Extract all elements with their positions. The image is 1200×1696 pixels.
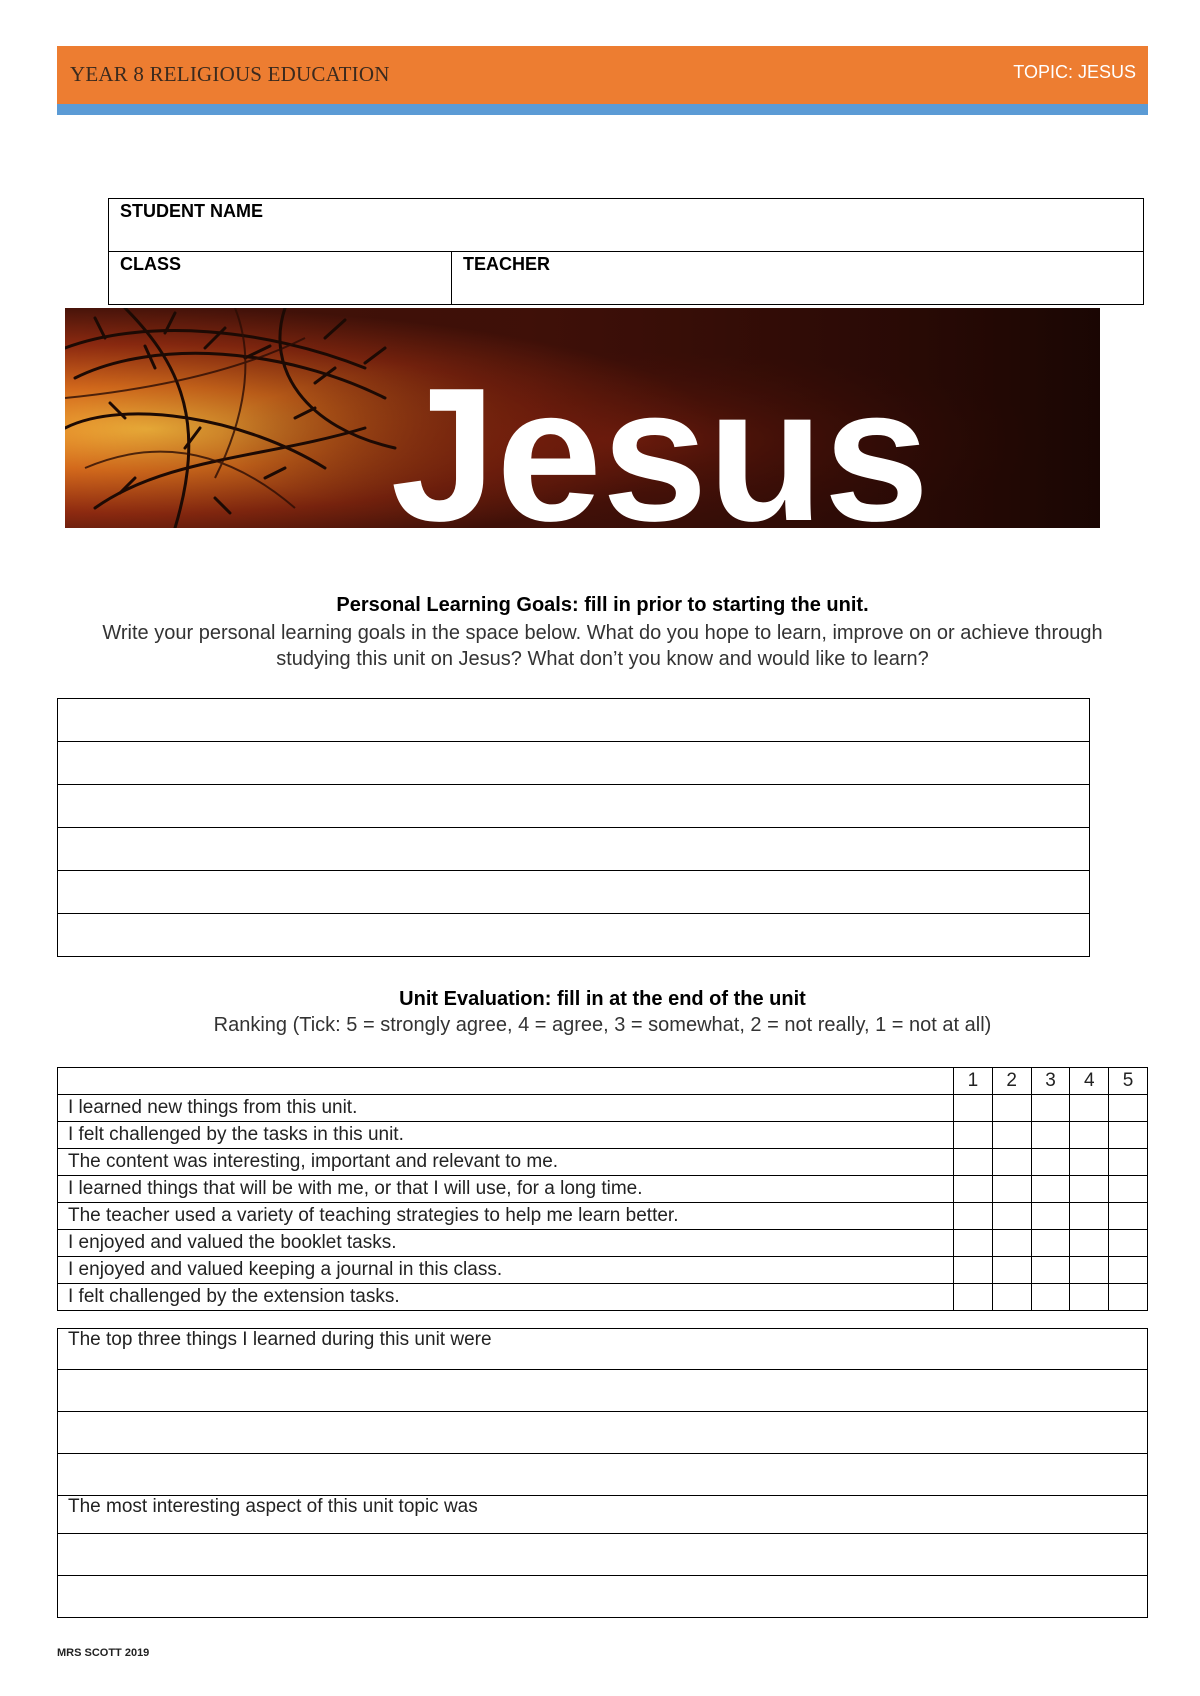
- evaluation-title: Unit Evaluation: fill in at the end of the unit: [399, 988, 806, 1010]
- tick-box[interactable]: [954, 1284, 993, 1311]
- goal-line[interactable]: [58, 914, 1090, 957]
- goal-line[interactable]: [58, 828, 1090, 871]
- statement: I felt challenged by the tasks in this unit.: [58, 1122, 954, 1149]
- scale-2: 2: [992, 1068, 1031, 1095]
- answer-line[interactable]: [58, 1576, 1148, 1618]
- statement: I learned things that will be with me, or that I will use, for a long time.: [58, 1176, 954, 1203]
- goal-line[interactable]: [58, 871, 1090, 914]
- teacher-label: TEACHER: [463, 254, 551, 274]
- tick-box[interactable]: [1109, 1095, 1148, 1122]
- tick-box[interactable]: [992, 1284, 1031, 1311]
- goals-writing-lines: [57, 698, 1090, 957]
- table-row: [58, 1230, 1148, 1257]
- tick-box[interactable]: [1070, 1230, 1109, 1257]
- statement: The teacher used a variety of teaching strategies to help me learn better.: [58, 1203, 954, 1230]
- crown-of-thorns-image: [65, 308, 1100, 528]
- scale-1: 1: [954, 1068, 993, 1095]
- tick-box[interactable]: [1031, 1230, 1070, 1257]
- tick-box[interactable]: [992, 1122, 1031, 1149]
- answer-line[interactable]: [58, 1370, 1148, 1412]
- goal-line[interactable]: [58, 742, 1090, 785]
- tick-box[interactable]: [992, 1203, 1031, 1230]
- tick-box[interactable]: [954, 1122, 993, 1149]
- scale-header-row: [58, 1068, 1148, 1095]
- top-three-prompt: The top three things I learned during this unit were: [58, 1329, 1148, 1370]
- student-name-label: STUDENT NAME: [120, 201, 263, 221]
- jesus-banner: [65, 308, 1100, 528]
- goal-line[interactable]: [58, 785, 1090, 828]
- header-bar: [57, 46, 1148, 115]
- goal-line[interactable]: [58, 699, 1090, 742]
- tick-box[interactable]: [1109, 1203, 1148, 1230]
- table-row: [58, 1149, 1148, 1176]
- tick-box[interactable]: [1031, 1257, 1070, 1284]
- table-row: [58, 1284, 1148, 1311]
- table-row: [58, 1122, 1148, 1149]
- tick-box[interactable]: [1070, 1176, 1109, 1203]
- table-row: [58, 1257, 1148, 1284]
- tick-box[interactable]: [954, 1203, 993, 1230]
- topic-label: TOPIC: JESUS: [1013, 62, 1136, 82]
- scale-3: 3: [1031, 1068, 1070, 1095]
- tick-box[interactable]: [1070, 1149, 1109, 1176]
- tick-box[interactable]: [1109, 1284, 1148, 1311]
- tick-box[interactable]: [1031, 1176, 1070, 1203]
- statement: I felt challenged by the extension tasks.: [58, 1284, 954, 1311]
- tick-box[interactable]: [1070, 1095, 1109, 1122]
- tick-box[interactable]: [1070, 1284, 1109, 1311]
- statement: I enjoyed and valued keeping a journal in this class.: [58, 1257, 954, 1284]
- tick-box[interactable]: [1031, 1095, 1070, 1122]
- tick-box[interactable]: [992, 1149, 1031, 1176]
- goals-title: Personal Learning Goals: fill in prior to starting the unit.: [336, 594, 869, 616]
- goals-instructions: Write your personal learning goals in the space below. What do you hope to learn, improve on or achieve through studying this unit on Jesus? What don’t you know and would like to learn?: [102, 622, 1103, 670]
- tick-box[interactable]: [992, 1176, 1031, 1203]
- statement: I learned new things from this unit.: [58, 1095, 954, 1122]
- student-name-field[interactable]: [109, 199, 1144, 252]
- class-field[interactable]: [109, 252, 452, 305]
- tick-box[interactable]: [1109, 1257, 1148, 1284]
- tick-box[interactable]: [1109, 1149, 1148, 1176]
- tick-box[interactable]: [1109, 1230, 1148, 1257]
- table-row: [58, 1176, 1148, 1203]
- tick-box[interactable]: [954, 1095, 993, 1122]
- teacher-field[interactable]: [452, 252, 1144, 305]
- tick-box[interactable]: [954, 1149, 993, 1176]
- ranking-instructions: Ranking (Tick: 5 = strongly agree, 4 = agree, 3 = somewhat, 2 = not really, 1 = not at all): [213, 1014, 992, 1036]
- evaluation-table: [57, 1067, 1148, 1311]
- open-response-table: [57, 1328, 1148, 1618]
- tick-box[interactable]: [992, 1230, 1031, 1257]
- answer-line[interactable]: [58, 1534, 1148, 1576]
- tick-box[interactable]: [1031, 1149, 1070, 1176]
- scale-4: 4: [1070, 1068, 1109, 1095]
- tick-box[interactable]: [954, 1230, 993, 1257]
- tick-box[interactable]: [1070, 1122, 1109, 1149]
- tick-box[interactable]: [992, 1095, 1031, 1122]
- tick-box[interactable]: [1070, 1203, 1109, 1230]
- tick-box[interactable]: [1109, 1122, 1148, 1149]
- tick-box[interactable]: [1109, 1176, 1148, 1203]
- tick-box[interactable]: [954, 1257, 993, 1284]
- footer-credit: MRS SCOTT 2019: [57, 1647, 150, 1659]
- tick-box[interactable]: [954, 1176, 993, 1203]
- banner-title: Jesus: [390, 349, 930, 528]
- scale-5: 5: [1109, 1068, 1148, 1095]
- answer-line[interactable]: [58, 1412, 1148, 1454]
- table-row: [58, 1203, 1148, 1230]
- course-title: YEAR 8 RELIGIOUS EDUCATION: [70, 62, 390, 86]
- tick-box[interactable]: [1031, 1203, 1070, 1230]
- class-label: CLASS: [120, 254, 182, 274]
- statement: The content was interesting, important and relevant to me.: [58, 1149, 954, 1176]
- interesting-prompt: The most interesting aspect of this unit topic was: [58, 1496, 1148, 1534]
- tick-box[interactable]: [1070, 1257, 1109, 1284]
- statement: I enjoyed and valued the booklet tasks.: [58, 1230, 954, 1257]
- student-info-table: [108, 198, 1144, 305]
- tick-box[interactable]: [1031, 1284, 1070, 1311]
- table-row: [58, 1095, 1148, 1122]
- tick-box[interactable]: [992, 1257, 1031, 1284]
- tick-box[interactable]: [1031, 1122, 1070, 1149]
- answer-line[interactable]: [58, 1454, 1148, 1496]
